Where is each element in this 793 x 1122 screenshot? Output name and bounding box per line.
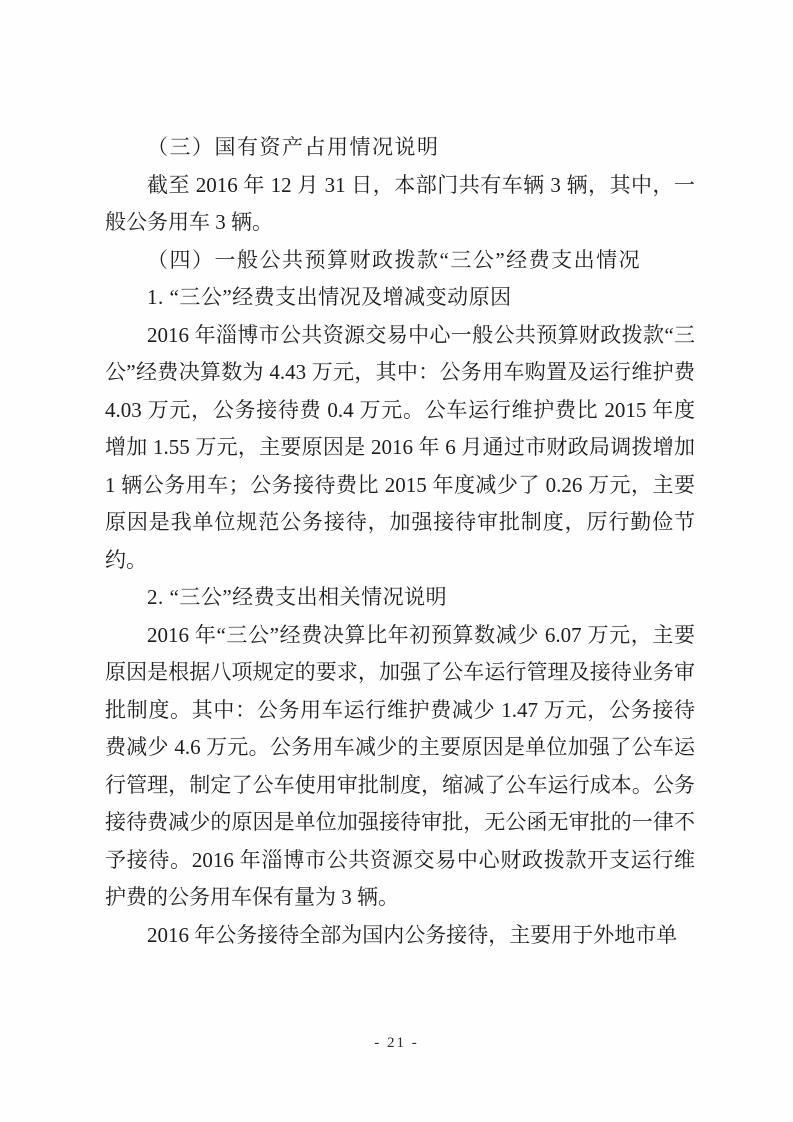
subheading-expense-changes: 1. “三公”经费支出情况及增减变动原因 — [147, 285, 512, 309]
subheading-expense-related-notes: 2. “三公”经费支出相关情况说明 — [147, 585, 448, 609]
document-body — [105, 129, 695, 954]
section-heading-state-assets: （三）国有资产占用情况说明 — [147, 135, 440, 159]
section-heading-three-public-funds: （四）一般公共预算财政拨款“三公”经费支出情况 — [147, 247, 642, 272]
paragraph-domestic-reception: 2016 年公务接待全部为国内公务接待，主要用于外地市单 — [147, 922, 678, 947]
paragraph-vehicle-holdings: 截至 2016 年 12 月 31 日，本部门共有车辆 3 辆，其中，一般公务用车 3 辆。 — [105, 172, 695, 234]
page-number: - 21 - — [374, 1035, 419, 1051]
paragraph-expense-final-accounts: 2016 年淄博市公共资源交易中心一般公共预算财政拨款“三公”经费决算数为 4.43 万元，其中：公务用车购置及运行维护费 4.03 万元，公务接待费 0.4 万元。公车运行维护费比 2015 年度增加 1.55 万元，主要原因是 2016 年 6 月通过市财政局调拨增加 1 辆公务用车；公务接待费比 2015 年度减少了 0.26 万元，主要原因是我单位规范公务接待，加强接待审批制度，厉行勤俭节约。 — [105, 322, 695, 572]
paragraph-budget-reduction-explanation: 2016 年“三公”经费决算比年初预算数减少 6.07 万元，主要原因是根据八项规定的要求，加强了公车运行管理及接待业务审批制度。其中：公务用车运行维护费减少 1.47 万元，公务接待费减少 4.6 万元。公务用车减少的主要原因是单位加强了公车运行管理，制定了公车使用审批制度，缩减了公车运行成本。公务接待费减少的原因是单位加强接待审批，无公函无审批的一律不予接待。2016 年淄博市公共资源交易中心财政拨款开支运行维护费的公务用车保有量为 3 辆。 — [105, 622, 695, 909]
